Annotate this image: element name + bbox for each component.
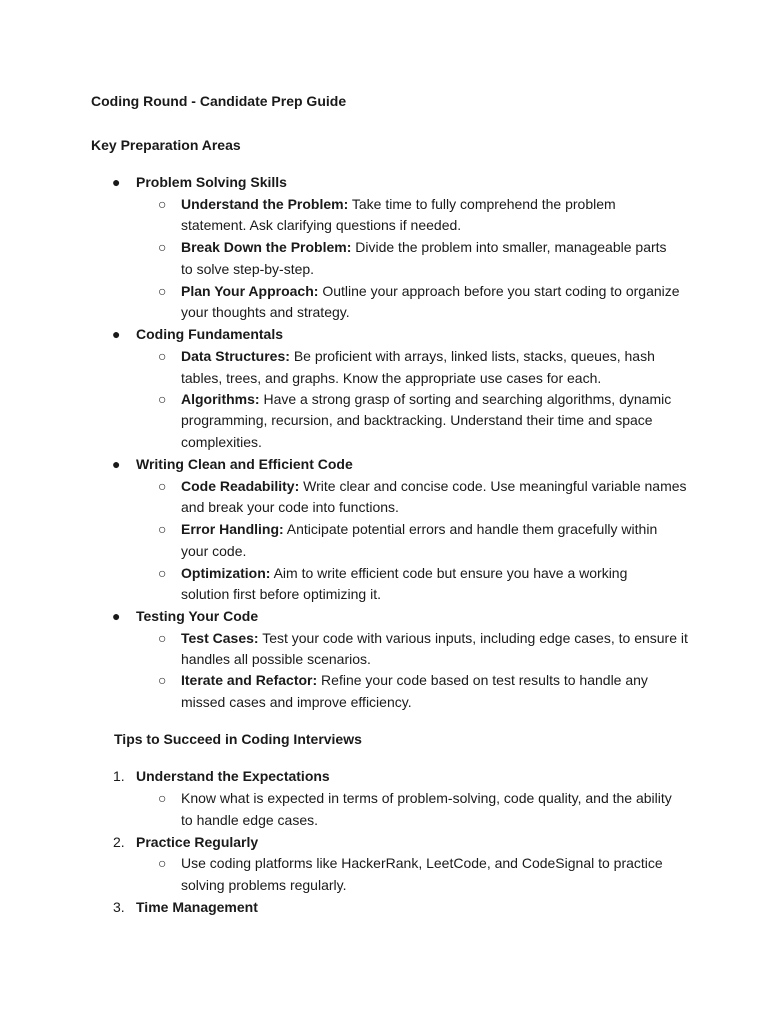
tip-text: Use coding platforms like HackerRank, LeetCode, and CodeSignal to practice — [181, 855, 663, 871]
list-item — [181, 237, 667, 258]
sub-bullet-icon: ○ — [158, 391, 167, 407]
list-item — [181, 346, 655, 367]
sub-bullet-icon: ○ — [158, 283, 167, 299]
tip-title: Practice Regularly — [136, 834, 259, 850]
item-text-continued: missed cases and improve efficiency. — [181, 694, 412, 710]
sub-bullet-icon: ○ — [158, 478, 167, 494]
tip-text: Know what is expected in terms of problem-solving, code quality, and the ability — [181, 790, 672, 806]
sub-bullet-icon: ○ — [158, 565, 167, 581]
area-title: Testing Your Code — [136, 608, 259, 624]
tip-title: Understand the Expectations — [136, 768, 330, 784]
item-text: Have a strong grasp of sorting and searching algorithms, dynamic — [263, 391, 672, 407]
list-number: 2. — [113, 834, 125, 850]
list-item — [181, 670, 648, 691]
item-text-continued: solution first before optimizing it. — [181, 586, 381, 602]
item-text-continued: your thoughts and strategy. — [181, 304, 350, 320]
area-title: Writing Clean and Efficient Code — [136, 456, 353, 472]
tip-title: Time Management — [136, 899, 258, 915]
item-text: Divide the problem into smaller, manageable parts — [355, 239, 667, 255]
item-label: Break Down the Problem: — [181, 239, 352, 255]
list-item — [181, 476, 687, 497]
item-text: Anticipate potential errors and handle them gracefully within — [286, 521, 658, 537]
item-text-continued: to solve step-by-step. — [181, 261, 315, 277]
item-text-continued: tables, trees, and graphs. Know the appropriate use cases for each. — [181, 370, 602, 386]
bullet-icon: ● — [112, 174, 121, 190]
item-label: Data Structures: — [181, 348, 290, 364]
item-text: Be proficient with arrays, linked lists, stacks, queues, hash — [293, 348, 655, 364]
item-text-continued: statement. Ask clarifying questions if needed. — [181, 217, 462, 233]
item-label: Plan Your Approach: — [181, 283, 319, 299]
item-label: Understand the Problem: — [181, 196, 349, 212]
sub-bullet-icon: ○ — [158, 521, 167, 537]
tip-text-continued: solving problems regularly. — [181, 877, 347, 893]
list-number: 3. — [113, 899, 125, 915]
item-text-continued: and break your code into functions. — [181, 499, 399, 515]
item-text-continued: complexities. — [181, 434, 262, 450]
bullet-icon: ● — [112, 456, 121, 472]
bullet-icon: ● — [112, 608, 121, 624]
section-heading-tips: Tips to Succeed in Coding Interviews — [114, 731, 362, 747]
item-label: Optimization: — [181, 565, 271, 581]
list-item — [181, 389, 671, 410]
sub-bullet-icon: ○ — [158, 630, 167, 646]
area-title: Coding Fundamentals — [136, 326, 283, 342]
item-text-continued: programming, recursion, and backtracking. Understand their time and space — [181, 412, 653, 428]
sub-bullet-icon: ○ — [158, 790, 167, 806]
tip-text-continued: to handle edge cases. — [181, 812, 318, 828]
item-text-continued: your code. — [181, 543, 247, 559]
sub-bullet-icon: ○ — [158, 196, 167, 212]
list-item — [181, 519, 657, 540]
list-number: 1. — [113, 768, 125, 784]
section-heading-key-preparation: Key Preparation Areas — [91, 137, 241, 153]
sub-bullet-icon: ○ — [158, 855, 167, 871]
bullet-icon: ● — [112, 326, 121, 342]
item-label: Error Handling: — [181, 521, 284, 537]
sub-bullet-icon: ○ — [158, 348, 167, 364]
item-label: Test Cases: — [181, 630, 259, 646]
list-item — [181, 194, 616, 215]
item-text: Refine your code based on test results to handle any — [321, 672, 648, 688]
item-label: Algorithms: — [181, 391, 260, 407]
sub-bullet-icon: ○ — [158, 672, 167, 688]
item-text: Outline your approach before you start coding to organize — [322, 283, 680, 299]
item-text-continued: handles all possible scenarios. — [181, 651, 371, 667]
list-item — [181, 563, 627, 584]
list-item — [181, 281, 680, 302]
item-label: Iterate and Refactor: — [181, 672, 318, 688]
item-text: Test your code with various inputs, including edge cases, to ensure it — [262, 630, 688, 646]
list-item — [181, 628, 688, 649]
item-text: Write clear and concise code. Use meaningful variable names — [303, 478, 687, 494]
item-text: Take time to fully comprehend the problem — [351, 196, 616, 212]
item-label: Code Readability: — [181, 478, 300, 494]
area-title: Problem Solving Skills — [136, 174, 287, 190]
sub-bullet-icon: ○ — [158, 239, 167, 255]
document-title: Coding Round - Candidate Prep Guide — [91, 93, 347, 109]
item-text: Aim to write efficient code but ensure you have a working — [273, 565, 628, 581]
